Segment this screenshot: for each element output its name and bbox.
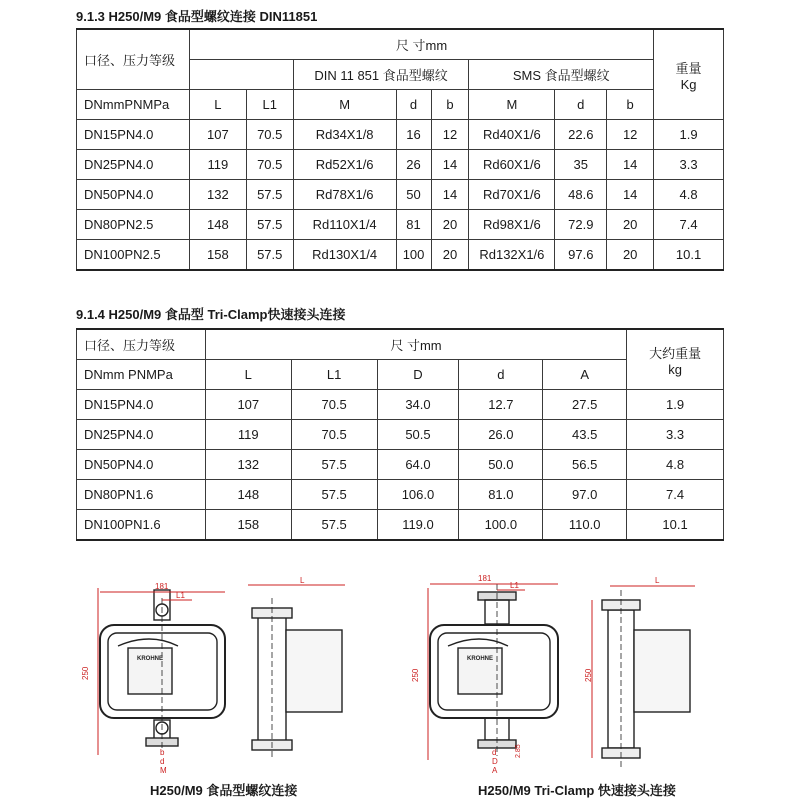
brand-label-left: KROHNE [137, 656, 164, 662]
table-row [77, 240, 724, 271]
dim-l-left: L [300, 576, 305, 585]
table-cell: 56.5 [543, 450, 627, 480]
table-cell: 34.0 [377, 390, 459, 420]
table-cell: 7.4 [627, 480, 724, 510]
table-cell: 20 [607, 240, 654, 271]
table-cell: 100 [396, 240, 431, 271]
table-row [77, 210, 724, 240]
table-cell: 3.3 [654, 150, 724, 180]
table-cell: 57.5 [291, 480, 377, 510]
header-weight: 重量 Kg [654, 29, 724, 120]
col-header: L1 [291, 360, 377, 390]
row-label: DN25PN4.0 [77, 420, 206, 450]
table-cell: 119.0 [377, 510, 459, 541]
table-row [77, 450, 724, 480]
table-cell: Rd60X1/6 [469, 150, 555, 180]
dim-l1-left: L1 [176, 591, 185, 600]
table-cell: 107 [189, 120, 246, 150]
row-label: DN100PN1.6 [77, 510, 206, 541]
table-cell: 20 [431, 240, 469, 271]
header-din-thread: DIN 11 851 食品型螺纹 [293, 60, 469, 90]
caption-threaded: H250/M9 食品型螺纹连接 [150, 783, 298, 798]
dim-d-right: d [492, 748, 497, 757]
dim-m-left: M [160, 766, 167, 775]
col-header: d [555, 90, 607, 120]
table-row [77, 180, 724, 210]
table-cell: 1.9 [627, 390, 724, 420]
row-label: DN25PN4.0 [77, 150, 190, 180]
table-cell: 43.5 [543, 420, 627, 450]
table-cell: 70.5 [246, 150, 293, 180]
technical-drawings [0, 570, 800, 790]
table-cell: 27.5 [543, 390, 627, 420]
table-cell: Rd98X1/6 [469, 210, 555, 240]
table-cell: 132 [205, 450, 291, 480]
col-header: b [431, 90, 469, 120]
table-row [77, 120, 724, 150]
header-weight: 大约重量 kg [627, 329, 724, 390]
brand-label-right: KROHNE [467, 656, 494, 662]
table-cell: 119 [189, 150, 246, 180]
table-cell: 70.5 [246, 120, 293, 150]
header-dimensions: 尺 寸mm [189, 29, 653, 60]
table-cell: 106.0 [377, 480, 459, 510]
col-header: L [205, 360, 291, 390]
table-cell: 70.5 [291, 420, 377, 450]
table-cell: 50 [396, 180, 431, 210]
side-view-triclamp [602, 590, 690, 768]
table-cell: 72.9 [555, 210, 607, 240]
table-row [77, 390, 724, 420]
table-cell: 148 [205, 480, 291, 510]
table-cell: 12 [431, 120, 469, 150]
table-cell: 10.1 [627, 510, 724, 541]
table-cell: 57.5 [246, 240, 293, 271]
table-cell: 50.0 [459, 450, 543, 480]
table-cell: 70.5 [291, 390, 377, 420]
table-cell: 97.6 [555, 240, 607, 271]
table-cell: 14 [607, 150, 654, 180]
table-cell: 26.0 [459, 420, 543, 450]
table-cell: 12.7 [459, 390, 543, 420]
row-label: DN50PN4.0 [77, 450, 206, 480]
table-cell: 14 [431, 150, 469, 180]
col-header: L [189, 90, 246, 120]
table-row [77, 510, 724, 541]
header-dimensions: 尺 寸mm [205, 329, 626, 360]
table-cell: Rd78X1/6 [293, 180, 396, 210]
dim-height-right-side: 250 [584, 668, 593, 682]
table-cell: 26 [396, 150, 431, 180]
dim-D-right: D [492, 757, 498, 766]
table-cell: 57.5 [291, 510, 377, 541]
table-cell: 81.0 [459, 480, 543, 510]
col-header: DNmmPNMPa [77, 90, 190, 120]
front-view-threaded [100, 590, 225, 750]
table-row [77, 420, 724, 450]
table-cell: 50.5 [377, 420, 459, 450]
dim-b-left: b [160, 748, 165, 757]
table-cell: Rd130X1/4 [293, 240, 396, 271]
table-cell: 4.8 [654, 180, 724, 210]
header-bore: 口径、压力等级 [77, 329, 206, 360]
table-cell: 64.0 [377, 450, 459, 480]
table-cell: Rd132X1/6 [469, 240, 555, 271]
header-sms-thread: SMS 食品型螺纹 [469, 60, 654, 90]
table-cell: 35 [555, 150, 607, 180]
triclamp-dimension-table [76, 328, 724, 541]
table-cell: 48.6 [555, 180, 607, 210]
table-cell: Rd70X1/6 [469, 180, 555, 210]
table-cell: 132 [189, 180, 246, 210]
table-cell: 14 [607, 180, 654, 210]
table-cell: 20 [431, 210, 469, 240]
table-cell: 16 [396, 120, 431, 150]
row-label: DN50PN4.0 [77, 180, 190, 210]
table-cell: 3.3 [627, 420, 724, 450]
dim-width-right: 181 [478, 574, 492, 583]
table-row [77, 150, 724, 180]
caption-triclamp: H250/M9 Tri-Clamp 快速接头连接 [478, 783, 676, 798]
table-cell: 10.1 [654, 240, 724, 271]
col-header: d [459, 360, 543, 390]
table-cell: 57.5 [246, 180, 293, 210]
table-cell: 158 [205, 510, 291, 541]
dim-height-left: 250 [81, 666, 90, 680]
row-label: DN15PN4.0 [77, 390, 206, 420]
row-label: DN80PN2.5 [77, 210, 190, 240]
dim-width-left: 181 [155, 582, 169, 591]
table-cell: 97.0 [543, 480, 627, 510]
col-header: DNmm PNMPa [77, 360, 206, 390]
col-header: A [543, 360, 627, 390]
table-cell: 22.6 [555, 120, 607, 150]
section-title-triclamp: 9.1.4 H250/M9 食品型 Tri-Clamp快速接头连接 [76, 307, 346, 322]
section-title-din11851: 9.1.3 H250/M9 食品型螺纹连接 DIN11851 [76, 9, 318, 24]
table-cell: Rd34X1/8 [293, 120, 396, 150]
front-view-triclamp [430, 584, 558, 756]
dim-l-right: L [655, 576, 660, 585]
table-cell: 119 [205, 420, 291, 450]
col-header: b [607, 90, 654, 120]
table-cell: 57.5 [246, 210, 293, 240]
dim-l1-right: L1 [510, 581, 519, 590]
table-cell: 148 [189, 210, 246, 240]
dim-height-right: 250 [411, 668, 420, 682]
table-cell: 107 [205, 390, 291, 420]
din11851-dimension-table [76, 28, 724, 271]
side-view-threaded [252, 598, 342, 760]
table-cell: 12 [607, 120, 654, 150]
row-label: DN15PN4.0 [77, 120, 190, 150]
table-cell: 7.4 [654, 210, 724, 240]
table-cell: Rd52X1/6 [293, 150, 396, 180]
table-cell: 100.0 [459, 510, 543, 541]
col-header: d [396, 90, 431, 120]
dim-A-right: A [492, 766, 498, 775]
table-cell: 14 [431, 180, 469, 210]
table-cell: 110.0 [543, 510, 627, 541]
dim-d-left: d [160, 757, 165, 766]
header-bore: 口径、压力等级 [77, 29, 190, 90]
table-row [77, 480, 724, 510]
table-cell: 57.5 [291, 450, 377, 480]
col-header: M [293, 90, 396, 120]
table-cell: 81 [396, 210, 431, 240]
header-blank [189, 60, 293, 90]
table-cell: Rd110X1/4 [293, 210, 396, 240]
table-cell: 1.9 [654, 120, 724, 150]
col-header: L1 [246, 90, 293, 120]
col-header: D [377, 360, 459, 390]
table-cell: 20 [607, 210, 654, 240]
table-cell: Rd40X1/6 [469, 120, 555, 150]
row-label: DN80PN1.6 [77, 480, 206, 510]
table-cell: 158 [189, 240, 246, 271]
row-label: DN100PN2.5 [77, 240, 190, 271]
dim-285-right: 2.85 [515, 744, 522, 758]
table-cell: 4.8 [627, 450, 724, 480]
col-header: M [469, 90, 555, 120]
